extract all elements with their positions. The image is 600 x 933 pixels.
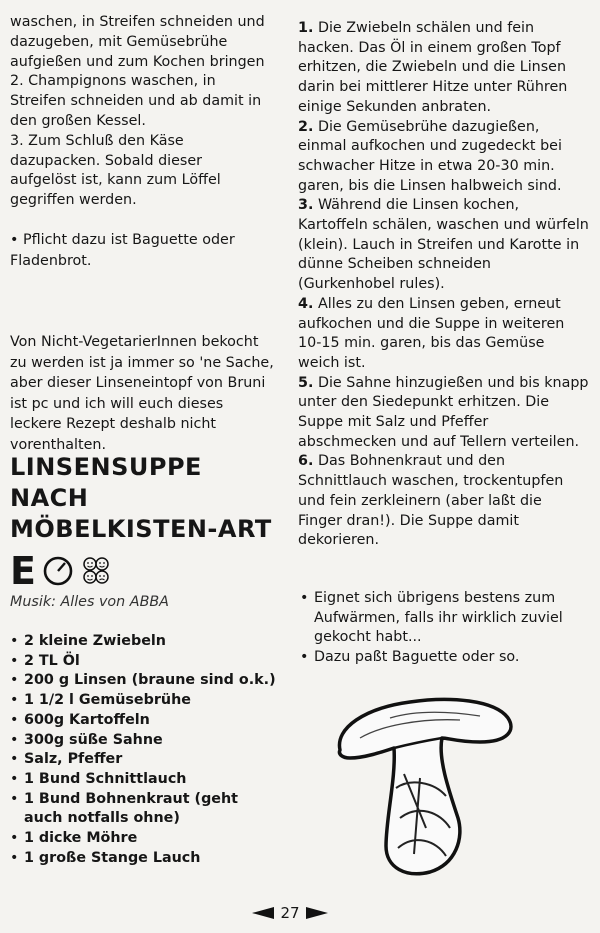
step-paragraph	[298, 19, 590, 118]
ingredient-item: • 600g Kartoffeln	[10, 711, 280, 731]
step-text: Alles zu den Linsen geben, erneut aufkochen und die Suppe in weiteren 10-15 min. garen, bis das Gemüse weich ist.	[298, 295, 565, 371]
title-line: LINSENSUPPE	[10, 453, 202, 481]
step-text: Das Bohnenkraut und den Schnittlauch waschen, trockentupfen und fein zerkleinern (aber laßt die Finger dran!). Die Suppe damit dekorieren.	[298, 453, 564, 549]
step-text: Die Zwiebeln schälen und fein hacken. Das Öl in einem großen Topf erhitzen, die Zwiebeln und die Linsen darin bei mittlerer Hitze unter Rühren einige Sekunden anbraten.	[298, 20, 568, 115]
step-number: 1.	[298, 20, 314, 36]
ingredient-list	[10, 632, 280, 868]
serving-note: • Pflicht dazu ist Baguette oder Fladenbrot.	[10, 232, 235, 269]
step-paragraph	[298, 295, 590, 374]
title-line: MÖBELKISTEN-ART	[10, 515, 272, 543]
step-paragraph	[298, 374, 590, 453]
tips-list	[298, 589, 588, 668]
tip-item: • Eignet sich übrigens bestens zum Aufwärmen, falls ihr wirklich zuviel gekocht habt...	[298, 589, 588, 648]
step-text: Während die Linsen kochen, Kartoffeln schälen, waschen und würfeln (klein). Lauch in Streifen und Karotte in dünne Scheiben schneiden (Gurkenhobel rules).	[298, 197, 589, 293]
ingredient-item: • 200 g Linsen (braune sind o.k.)	[10, 671, 280, 691]
continuation-step-3: 3. Zum Schluß den Käse dazupacken. Sobald dieser aufgelöst ist, kann zum Löffel gegriffen werden.	[10, 132, 221, 209]
ingredient-item: • 300g süße Sahne	[10, 731, 280, 751]
ingredient-item: • Salz, Pfeffer	[10, 750, 280, 770]
recipe-intro: Von Nicht-VegetarierInnen bekocht zu werden ist ja immer so 'ne Sache, aber dieser Linseneintopf von Bruni ist pc und ich will euch dieses leckere Rezept deshalb nicht vorenthalten.	[10, 334, 274, 453]
smiley-group-icon	[80, 555, 112, 587]
step-number: 5.	[298, 374, 314, 391]
ingredient-item: • 1 1/2 l Gemüsebrühe	[10, 691, 280, 711]
step-number: 6.	[298, 453, 314, 470]
music-suggestion: Musik: Alles von ABBA	[10, 594, 169, 610]
page-number-footer	[245, 904, 335, 922]
recipe-icons	[10, 549, 112, 593]
step-number: 3.	[298, 197, 314, 214]
ingredient-item: • 1 Bund Bohnenkraut (geht auch notfalls ohne)	[10, 790, 280, 829]
e-icon: E	[10, 549, 36, 593]
step-paragraph	[298, 118, 590, 197]
continuation-step-2: 2. Champignons waschen, in Streifen schneiden und ab damit in den großen Kessel.	[10, 73, 262, 129]
ingredient-item: • 1 dicke Möhre	[10, 829, 280, 849]
recipe-title	[10, 452, 290, 545]
ingredient-item: • 1 Bund Schnittlauch	[10, 770, 280, 790]
mushroom-illustration	[330, 678, 520, 880]
step-number: 2.	[298, 118, 314, 135]
step-paragraph	[298, 452, 590, 551]
previous-recipe-continuation	[10, 13, 272, 211]
tip-item: • Dazu paßt Baguette oder so.	[298, 648, 588, 668]
preparation-steps	[298, 19, 590, 551]
step-number: 4.	[298, 295, 314, 312]
clock-icon	[42, 555, 74, 587]
left-arrow-icon	[252, 907, 274, 919]
step-text: Die Gemüsebrühe dazugießen, einmal aufkochen und zugedeckt bei schwacher Hitze in etwa 20-30 min. garen, bis die Linsen halbweich sind.	[298, 118, 562, 194]
step-paragraph	[298, 196, 590, 295]
ingredient-item: • 1 große Stange Lauch	[10, 849, 280, 869]
continuation-text: waschen, in Streifen schneiden und dazugeben, mit Gemüsebrühe aufgießen und zum Kochen bringen	[10, 14, 265, 70]
title-line: NACH	[10, 484, 89, 512]
page-number: 27	[280, 904, 300, 922]
ingredient-item: • 2 TL Öl	[10, 652, 280, 672]
ingredient-item: • 2 kleine Zwiebeln	[10, 632, 280, 652]
step-text: Die Sahne hinzugießen und bis knapp unter den Siedepunkt erhitzen. Die Suppe mit Salz und Pfeffer abschmecken und auf Tellern verteilen.	[298, 374, 589, 450]
right-arrow-icon	[306, 907, 328, 919]
